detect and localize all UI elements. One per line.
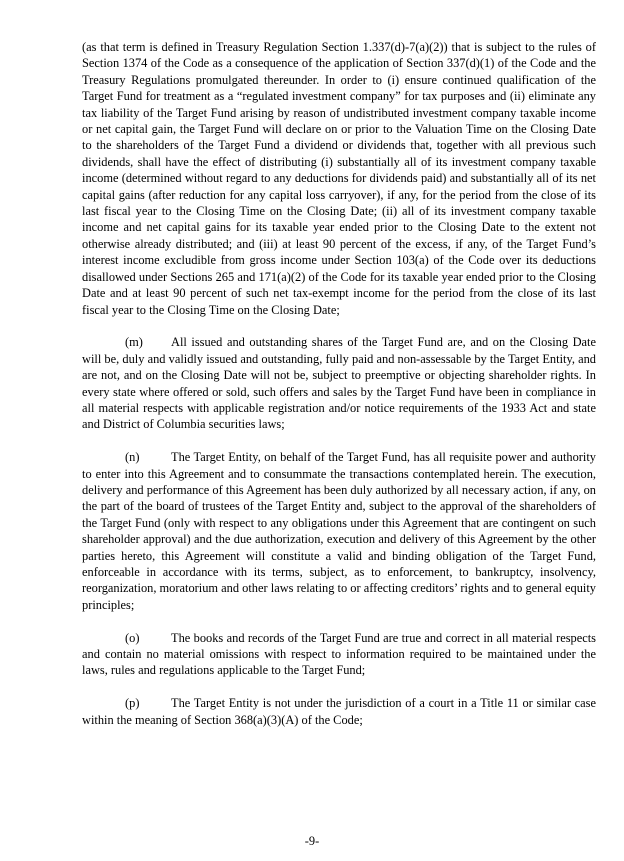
paragraph-n-label: (n) xyxy=(125,450,140,465)
paragraph-p-text: The Target Entity is not under the jurisdiction of a court in a Title 11 or similar case within the meaning of Section 368(a)(3)(A) of the Code; xyxy=(82,696,596,727)
paragraph-p-label: (p) xyxy=(125,696,140,711)
paragraph-m xyxy=(82,334,596,432)
paragraph-p xyxy=(82,695,596,728)
document-body xyxy=(82,39,596,744)
paragraph-o-text: The books and records of the Target Fund are true and correct in all material respects and contain no material omissions with respect to information required to be maintained under the laws, rules and regulations applicable to the Target Fund; xyxy=(82,630,596,678)
paragraph-o xyxy=(82,630,596,679)
paragraph-m-label: (m) xyxy=(125,335,143,350)
paragraph-n xyxy=(82,449,596,613)
paragraph-continuation-text: (as that term is defined in Treasury Regulation Section 1.337(d)-7(a)(2)) that is subject to the rules of Section 1374 of the Code as a consequence of the application of Section 337(d)(1) of the Code and the Treasury Regulations promulgated thereunder. In order to (i) ensure continued qualification of the Target Fund for treatment as a “regulated investment company” for tax purposes and (ii) eliminate any tax liability of the Target Fund arising by reason of undistributed investment company taxable income or net capital gain, the Target Fund will declare on or prior to the Valuation Time on the Closing Date to the shareholders of the Target Fund a dividend or dividends that, together with all previous such dividends, shall have the effect of distributing (i) substantially all of its investment company taxable income (determined without regard to any deductions for dividends paid) and substantially all of its net capital gains (after reduction for any capital loss carryover), if any, for the period from the close of its last fiscal year to the Closing Time on the Closing Date; (ii) all of its investment company taxable income and net capital gains for its taxable year ended prior to the Closing Date to the extent not otherwise already distributed; and (iii) at least 90 percent of the excess, if any, of the Target Fund’s interest income excludible from gross income under Section 103(a) of the Code over its deductions disallowed under Sections 265 and 171(a)(2) of the Code for its taxable year ended prior to the Closing Date and at least 90 percent of such net tax-exempt income for the period from the close of its last fiscal year to the Closing Time on the Closing Date; xyxy=(82,40,596,317)
page-number: -9- xyxy=(304,834,320,848)
paragraph-n-text: The Target Entity, on behalf of the Target Fund, has all requisite power and authority to enter into this Agreement and to consummate the transactions contemplated herein. The execution, delivery and performance of this Agreement has been duly authorized by all necessary action, if any, on the part of the board of trustees of the Target Entity and, subject to the approval of the shareholders of the Target Fund (only with respect to any obligations under this Agreement that are contingent on such shareholder approval) and the due authorization, execution and delivery of this Agreement by the other parties hereto, this Agreement will constitute a valid and binding obligation of the Target Fund, enforceable in accordance with its terms, subject, as to enforcement, to bankruptcy, insolvency, reorganization, moratorium and other laws relating to or affecting creditors’ rights and to general equity principles; xyxy=(82,450,596,612)
paragraph-m-text: All issued and outstanding shares of the Target Fund are, and on the Closing Date will be, duly and validly issued and outstanding, fully paid and non-assessable by the Target Entity, and are not, and on the Closing Date will not be, subject to preemptive or objecting shareholder rights. In every state where offered or sold, such offers and sales by the Target Fund have been in compliance in all material respects with applicable registration and/or notice requirements of the 1933 Act and state and District of Columbia securities laws; xyxy=(82,335,596,432)
paragraph-continuation xyxy=(82,39,596,318)
paragraph-o-label: (o) xyxy=(125,630,140,645)
